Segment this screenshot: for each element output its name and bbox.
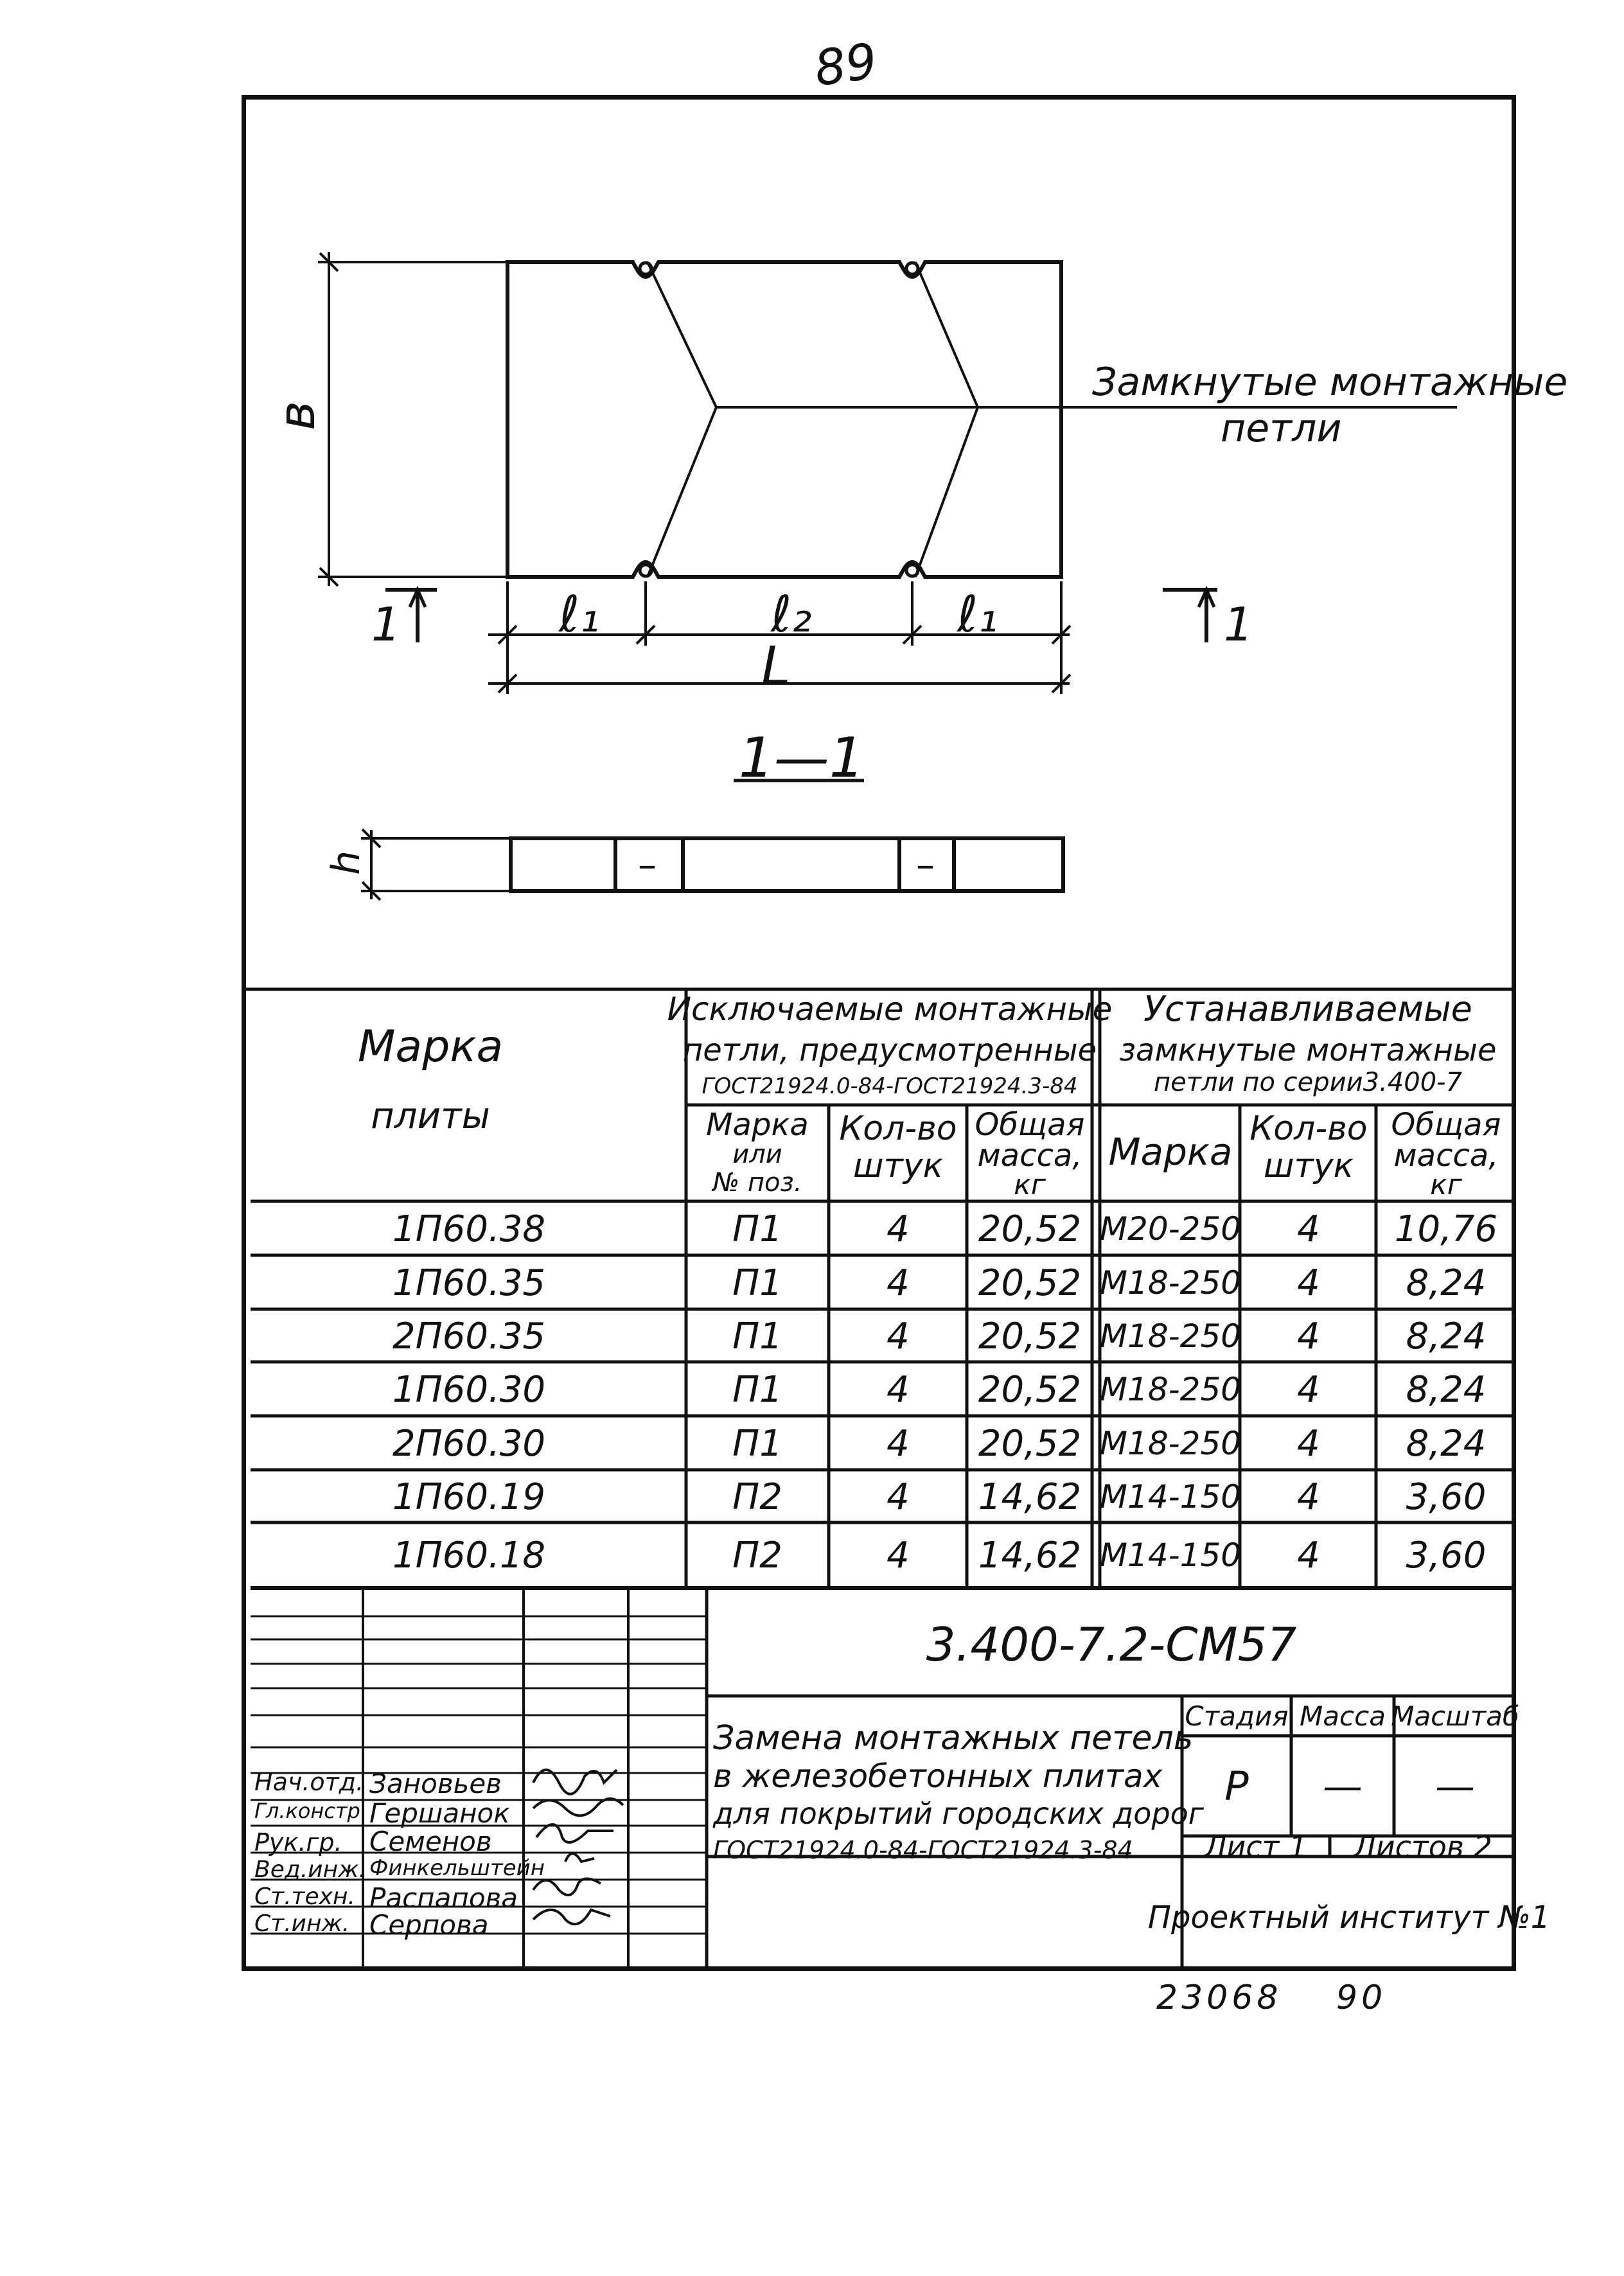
inventory-number: 23068 (1156, 1979, 1282, 2017)
table-cell: 1П60.30 (392, 1368, 546, 1411)
signature-2 (533, 1799, 623, 1815)
table-cell: 3,60 (1406, 1534, 1487, 1576)
sub-mass2-1: Общая (1391, 1107, 1501, 1143)
table-cell: 20,52 (978, 1262, 1082, 1304)
sub-qty-1: Кол-во (839, 1109, 957, 1148)
signature-name: Гершанок (369, 1797, 510, 1829)
dim-l1-left-label: ℓ₁ (559, 586, 600, 644)
table-cell: 1П60.38 (392, 1208, 546, 1250)
sub-qty2-2: штук (1263, 1147, 1354, 1185)
callout-line-2: петли (1221, 406, 1342, 451)
table-cell: 8,24 (1406, 1262, 1487, 1304)
stage-label: Стадия (1185, 1700, 1289, 1732)
table-cell: 4 (1297, 1422, 1320, 1465)
sheets-label: Листов 2 (1354, 1830, 1492, 1864)
signature-name: Зановьев (369, 1768, 502, 1799)
table-cell: 8,24 (1406, 1368, 1487, 1411)
group-excluded-3: ГОСТ21924.0-84-ГОСТ21924.3-84 (702, 1073, 1078, 1099)
table-cell: П1 (732, 1208, 782, 1250)
mass-value: — (1323, 1762, 1363, 1810)
cut-mark-1: – (638, 843, 657, 887)
signature-3 (536, 1824, 613, 1842)
signature-6 (533, 1910, 610, 1924)
organization: Проектный институт №1 (1147, 1900, 1551, 1936)
signature-name: Семенов (369, 1826, 492, 1857)
table-cell: 4 (887, 1315, 910, 1357)
sub-mass-2: масса, (977, 1138, 1082, 1174)
table-cell: 14,62 (978, 1476, 1082, 1518)
table-cell: 4 (1297, 1262, 1320, 1304)
sub-qty2-1: Кол-во (1249, 1109, 1368, 1148)
dim-l2-label: ℓ₂ (771, 586, 812, 644)
table-cell: П1 (732, 1422, 782, 1465)
table-cell: 1П60.35 (392, 1262, 546, 1304)
title-line-2: в железобетонных плитах (713, 1758, 1163, 1795)
callout-line-1: Замкнутые монтажные (1092, 360, 1568, 405)
sub-mass2-2: масса, (1393, 1138, 1499, 1174)
table-cell: 2П60.30 (392, 1422, 546, 1465)
table-cell: 20,52 (978, 1208, 1082, 1250)
col-mark-header-1: Марка (357, 1021, 504, 1072)
table-cell: 4 (887, 1422, 910, 1465)
table-cell: М20-250 (1099, 1210, 1242, 1248)
table-cell: 4 (887, 1262, 910, 1304)
sub-mark: Марка (1108, 1130, 1233, 1174)
table-cell: П2 (732, 1476, 782, 1518)
title-line-4: ГОСТ21924.0-84-ГОСТ21924.3-84 (713, 1836, 1133, 1864)
signature-role: Вед.инж. (254, 1857, 366, 1883)
signature-name: Распапова (369, 1882, 518, 1914)
mass-label: Масса (1300, 1700, 1386, 1732)
table-cell: 1П60.19 (392, 1476, 546, 1518)
group-installed-2: замкнутые монтажные (1119, 1032, 1497, 1068)
signature-4 (565, 1854, 594, 1862)
cut-mark-2: – (916, 843, 935, 887)
group-excluded-1: Исключаемые монтажные (667, 991, 1113, 1028)
sheet-label: Лист 1 (1204, 1830, 1308, 1864)
sub-qty-2: штук (852, 1147, 944, 1185)
signature-5 (533, 1879, 601, 1896)
table-cell: 4 (1297, 1208, 1320, 1250)
sub-mark-or-pos-1: Марка (706, 1107, 809, 1143)
table-cell: 14,62 (978, 1534, 1082, 1576)
table-cell: 20,52 (978, 1422, 1082, 1465)
table-cell: 8,24 (1406, 1315, 1487, 1357)
signature-role: Гл.констр. (254, 1799, 367, 1823)
page-number: 89 (811, 31, 881, 98)
sub-mass-1: Общая (975, 1107, 1085, 1143)
table-cell: М18-250 (1099, 1371, 1242, 1408)
signature-role: Ст.техн. (254, 1883, 355, 1910)
table-cell: 4 (887, 1208, 910, 1250)
table-cell: П1 (732, 1315, 782, 1357)
signature-name: Финкельштейн (369, 1855, 545, 1881)
table-cell: М18-250 (1099, 1318, 1242, 1355)
table-cell: 4 (887, 1534, 910, 1576)
table-cell: 4 (1297, 1476, 1320, 1518)
sub-mark-or-pos-2: или (732, 1140, 782, 1169)
table-cell: 4 (1297, 1534, 1320, 1576)
section-marker-right: 1 (1224, 597, 1253, 651)
section-marker-left: 1 (371, 597, 401, 651)
group-excluded-2: петли, предусмотренные (682, 1032, 1097, 1068)
signature-role: Ст.инж. (254, 1910, 350, 1937)
table-cell: П1 (732, 1262, 782, 1304)
table-cell: 4 (887, 1476, 910, 1518)
section-title: 1—1 (739, 726, 865, 790)
table-cell: П1 (732, 1368, 782, 1411)
doc-code: 3.400-7.2-СМ57 (926, 1618, 1297, 1672)
table-cell: М18-250 (1099, 1264, 1242, 1301)
table-cell: 20,52 (978, 1315, 1082, 1357)
dim-b-label: в (268, 401, 326, 430)
table-cell: М14-150 (1099, 1478, 1242, 1515)
sub-mass-3: кг (1014, 1169, 1046, 1201)
table-cell: 2П60.35 (392, 1315, 546, 1357)
signature-name: Серпова (369, 1909, 489, 1941)
table-cell: 20,52 (978, 1368, 1082, 1411)
title-line-3: для покрытий городских дорог (713, 1796, 1204, 1831)
col-mark-header-2: плиты (371, 1095, 490, 1137)
dim-h-label: h (324, 850, 369, 876)
stage-value: Р (1224, 1762, 1249, 1810)
group-installed-3: петли по серии3.400-7 (1153, 1068, 1463, 1097)
table-cell: 10,76 (1394, 1208, 1498, 1250)
signature-role: Рук.гр. (254, 1828, 342, 1857)
table-cell: М14-150 (1099, 1537, 1242, 1574)
scale-value: — (1435, 1762, 1475, 1810)
table-cell: 4 (1297, 1368, 1320, 1411)
scale-label: Масштаб (1391, 1700, 1519, 1732)
table-cell: М18-250 (1099, 1425, 1242, 1462)
title-line-1: Замена монтажных петель (713, 1719, 1194, 1758)
sub-mass2-3: кг (1430, 1169, 1462, 1201)
page-reference: 90 (1336, 1979, 1387, 2017)
table-cell: 8,24 (1406, 1422, 1487, 1465)
table-cell: 3,60 (1406, 1476, 1487, 1518)
dim-L-label: L (761, 636, 791, 697)
table-cell: 4 (1297, 1315, 1320, 1357)
sub-mark-or-pos-3: № поз. (712, 1168, 802, 1197)
dim-l1-right-label: ℓ₁ (957, 586, 998, 644)
table-cell: 1П60.18 (392, 1534, 546, 1576)
group-installed-1: Устанавливаемые (1143, 989, 1472, 1029)
signature-role: Нач.отд. (254, 1768, 364, 1796)
table-cell: 4 (887, 1368, 910, 1411)
table-cell: П2 (732, 1534, 782, 1576)
